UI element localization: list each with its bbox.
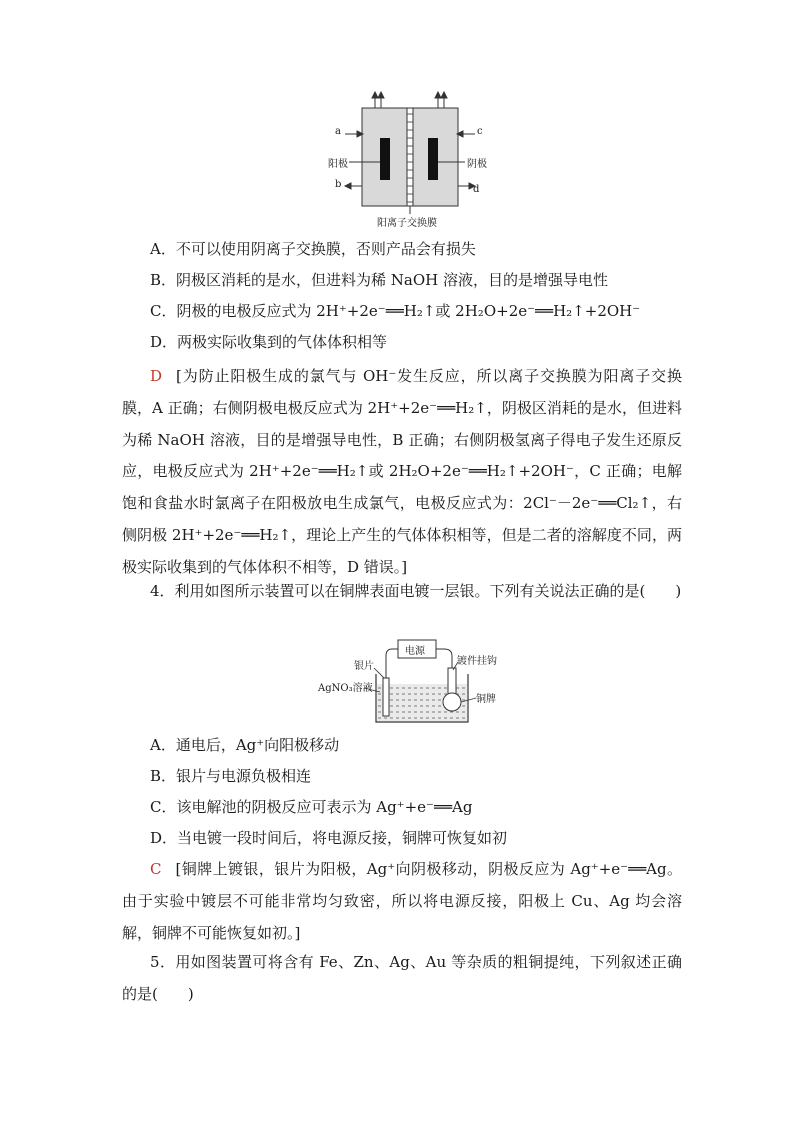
anode-label: 阳极 — [328, 159, 348, 170]
inlet-a-label: a — [335, 126, 341, 137]
outlet-d-label: d — [473, 184, 480, 195]
q4-option-d: D．当电镀一段时间后，将电源反接，铜牌可恢复如初 — [150, 829, 508, 847]
q3-option-a: A．不可以使用阴离子交换膜，否则产品会有损失 — [150, 240, 476, 258]
q4-option-b: B．银片与电源负极相连 — [150, 767, 312, 785]
q5-stem: 5．用如图装置可将含有 Fe、Zn、Ag、Au 等杂质的粗铜提纯，下列叙述正确的是( ) — [122, 953, 682, 1003]
cathode-label: 阴极 — [467, 159, 487, 170]
membrane-label: 阳离子交换膜 — [377, 218, 437, 229]
power-source-label: 电源 — [405, 646, 425, 657]
outlet-b-label: b — [335, 179, 342, 190]
q4-explanation-block — [122, 854, 682, 949]
q3-option-c: C．阴极的电极反应式为 2H⁺+2e⁻══H₂↑或 2H₂O+2e⁻══H₂↑+2OH⁻ — [150, 302, 641, 320]
q4-stem: 4．利用如图所示装置可以在铜牌表面电镀一层银。下列有关说法正确的是( ) — [150, 582, 682, 600]
q3-explanation: [为防止阳极生成的氯气与 OH⁻发生反应，所以离子交换膜为阳离子交换膜，A 正确；右侧阴极电极反应式为 2H⁺+2e⁻══H₂↑，阴极区消耗的是水，但进料为稀 NaOH 溶液，目的是增强导电性，B 正确；右侧阴极氢离子得电子发生还原反应，电极反应式为 2H⁺+2e⁻══H₂↑或 2H₂O+2e⁻══H₂↑+2OH⁻，C 正确；电解饱和食盐水时氯离子在阳极放电生成氯气，电极反应式为：2Cl⁻－2e⁻══Cl₂↑，右侧阴极 2H⁺+2e⁻══H₂↑，理论上产生的气体体积相等，但是二者的溶解度不同，两极实际收集到的气体体积不相等，D 错误。] — [122, 367, 682, 576]
q3-answer: D — [150, 367, 163, 385]
silver-plate-label: 银片 — [354, 661, 374, 672]
q3-option-b: B．阴极区消耗的是水，但进料为稀 NaOH 溶液，目的是增强导电性 — [150, 271, 609, 289]
q4-option-a: A．通电后，Ag⁺向阳极移动 — [150, 736, 340, 754]
q4-explanation: [铜牌上镀银，银片为阳极，Ag⁺向阴极移动，阴极反应为 Ag⁺+e⁻══Ag。由于实验中镀层不可能非常均匀致密，所以将电源反接，阳极上 Cu、Ag 均会溶解，铜牌不可能恢复如初。] — [122, 860, 682, 942]
q3-explanation-block — [122, 361, 682, 584]
electroplating-diagram — [316, 638, 506, 726]
copper-plate-label: 铜牌 — [476, 694, 496, 705]
solution-label: AgNO₃溶液 — [318, 683, 373, 694]
q3-option-d: D．两极实际收集到的气体体积相等 — [150, 333, 388, 351]
q4-answer: C — [150, 860, 162, 878]
q4-option-c: C．该电解池的阴极反应可表示为 Ag⁺+e⁻══Ag — [150, 798, 473, 816]
electrolysis-cell-diagram — [325, 90, 495, 228]
inlet-c-label: c — [477, 126, 483, 137]
hook-label: 镀件挂钩 — [457, 656, 497, 667]
